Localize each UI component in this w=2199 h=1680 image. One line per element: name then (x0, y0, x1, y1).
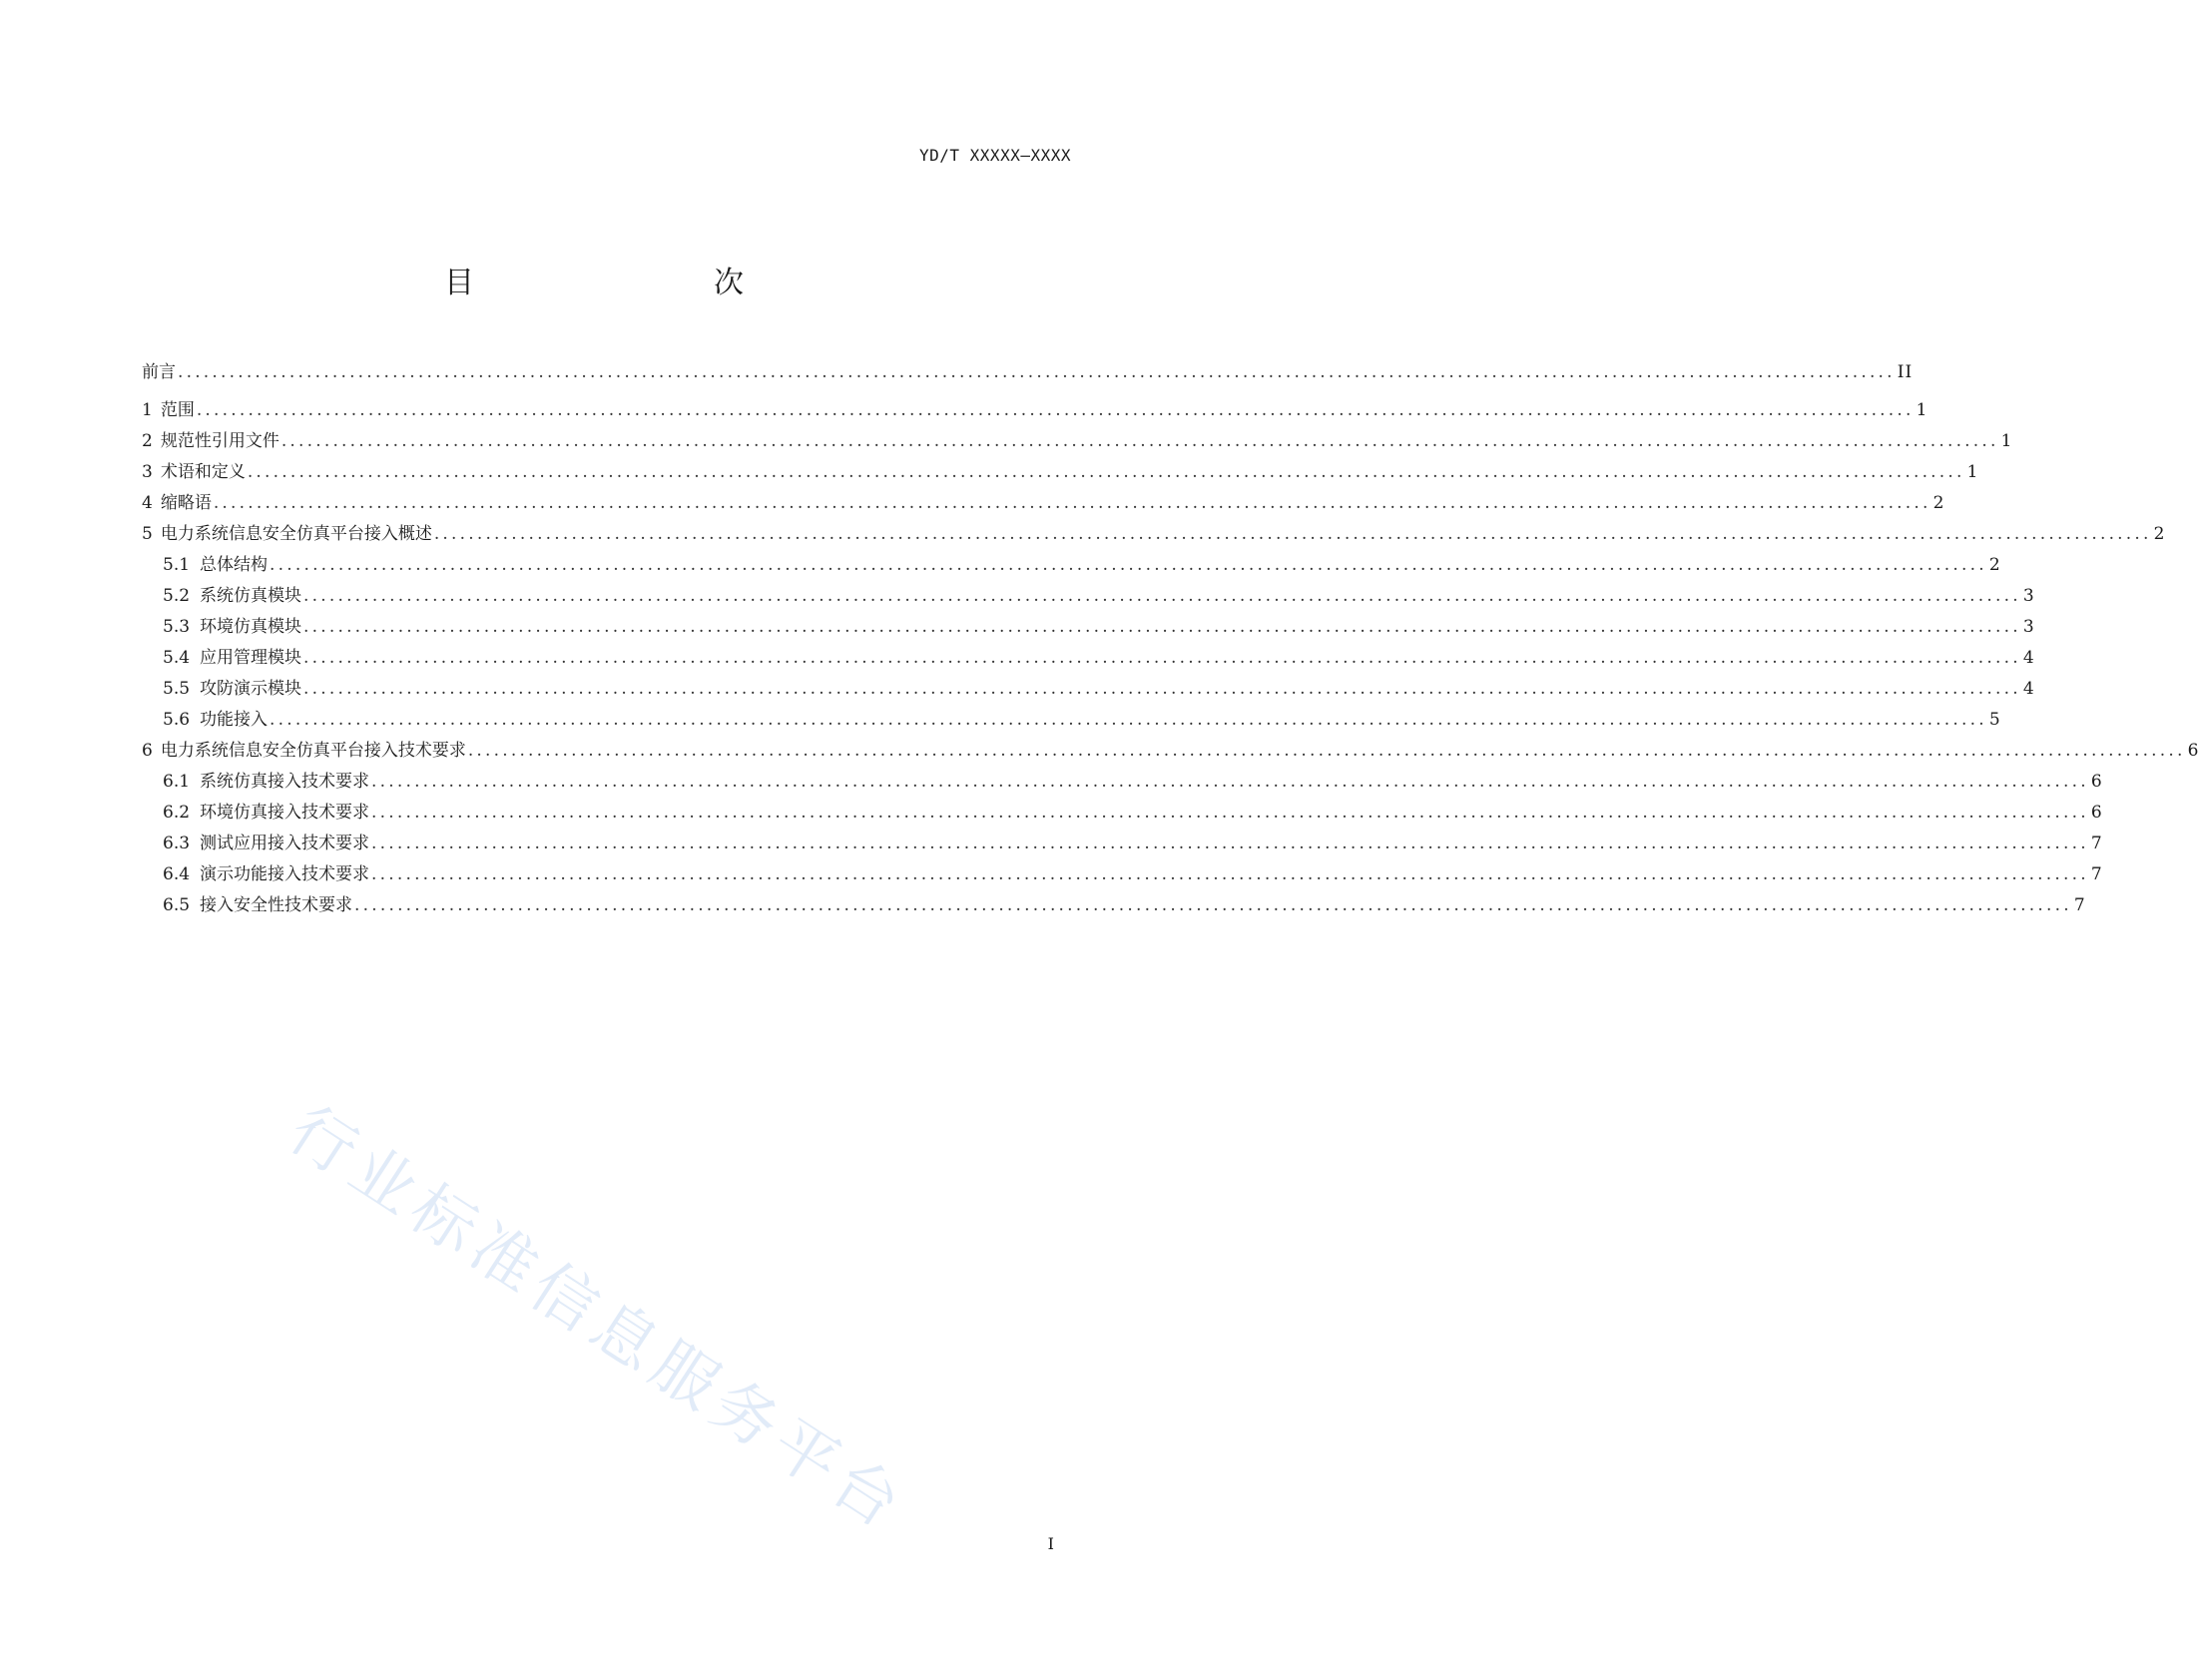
toc-entry-number: 5.5 (163, 679, 191, 699)
toc-entry-label: 范围 (160, 400, 195, 420)
page-title: 目 次 (444, 266, 804, 300)
toc-entry[interactable] (142, 890, 2086, 921)
toc-entry[interactable] (142, 736, 2199, 767)
toc-entry-number: 6.1 (163, 772, 191, 792)
toc-entry-label: 术语和定义 (160, 462, 246, 482)
toc-entry-number: 5.4 (163, 648, 191, 668)
toc-entry-label: 环境仿真模块 (200, 617, 302, 637)
toc-entry-page: 2 (1988, 555, 2001, 575)
toc-entry-page: II (1897, 362, 1914, 382)
toc-leader-dots: ........................................................................................................................................................................................................ (371, 864, 2089, 884)
toc-entry-label: 电力系统信息安全仿真平台接入技术要求 (160, 741, 466, 761)
toc-entry-number: 4 (142, 493, 153, 513)
toc-entry-page: 6 (2187, 741, 2199, 761)
toc-entry-number: 5.6 (163, 710, 191, 730)
toc-entry-page: 2 (1932, 493, 1945, 513)
toc-entry-label: 前言 (142, 362, 176, 382)
toc-entry[interactable] (142, 798, 2103, 829)
toc-entry-page: 7 (2090, 834, 2103, 853)
table-of-contents (142, 357, 2199, 921)
toc-entry-number: 5.3 (163, 617, 191, 637)
toc-entry[interactable] (142, 550, 2001, 581)
toc-entry[interactable] (142, 829, 2103, 859)
toc-leader-dots: ........................................................................................................................................................................................................ (354, 895, 2072, 915)
toc-entry-number: 1 (142, 400, 153, 420)
toc-entry-page: 1 (2000, 431, 2013, 451)
toc-entry[interactable] (142, 426, 2013, 457)
toc-entry-number: 6.3 (163, 834, 191, 853)
toc-entry-label: 系统仿真接入技术要求 (200, 772, 370, 792)
toc-entry-page: 1 (1916, 400, 1928, 420)
toc-entry-number: 6 (142, 741, 153, 761)
toc-leader-dots: ........................................................................................................................................................................................................ (303, 679, 2021, 699)
toc-entry-page: 4 (2022, 648, 2035, 668)
toc-entry-page: 5 (1988, 710, 2001, 730)
toc-entry-number: 6.2 (163, 803, 191, 823)
toc-entry-page: 3 (2022, 617, 2035, 637)
toc-leader-dots: ........................................................................................................................................................................................................ (270, 710, 1987, 730)
watermark: 行业标准信息服务平台 (275, 1093, 919, 1547)
toc-entry[interactable] (142, 357, 1914, 395)
toc-entry[interactable] (142, 581, 2035, 612)
toc-entry-number: 6.4 (163, 864, 191, 884)
toc-entry[interactable] (142, 612, 2035, 643)
toc-entry-page: 1 (1966, 462, 1979, 482)
toc-entry[interactable] (142, 767, 2103, 798)
toc-entry-page: 3 (2022, 586, 2035, 606)
toc-entry-number: 5.1 (163, 555, 191, 575)
toc-entry[interactable] (142, 488, 1945, 519)
toc-entry-label: 规范性引用文件 (160, 431, 279, 451)
toc-leader-dots: ........................................................................................................................................................................................................ (247, 462, 1965, 482)
toc-leader-dots: ........................................................................................................................................................................................................ (270, 555, 1987, 575)
toc-entry[interactable] (142, 705, 2001, 736)
toc-leader-dots: ........................................................................................................................................................................................................ (280, 431, 1999, 451)
toc-entry[interactable] (142, 519, 2166, 550)
toc-entry-label: 接入安全性技术要求 (200, 895, 353, 915)
toc-entry-label: 总体结构 (200, 555, 269, 575)
toc-leader-dots: ........................................................................................................................................................................................................ (178, 362, 1896, 382)
toc-leader-dots: ........................................................................................................................................................................................................ (303, 617, 2021, 637)
toc-leader-dots: ........................................................................................................................................................................................................ (213, 493, 1931, 513)
toc-entry[interactable] (142, 643, 2035, 674)
document-code: YD/T XXXXX—XXXX (919, 146, 1071, 165)
toc-entry-number: 5.2 (163, 586, 191, 606)
toc-entry[interactable] (142, 395, 1928, 426)
page-number: I (1047, 1534, 1054, 1553)
toc-entry-label: 应用管理模块 (200, 648, 302, 668)
toc-entry-label: 电力系统信息安全仿真平台接入概述 (160, 524, 432, 544)
toc-entry[interactable] (142, 859, 2103, 890)
toc-leader-dots: ........................................................................................................................................................................................................ (196, 400, 1915, 420)
toc-entry-page: 6 (2090, 772, 2103, 792)
toc-entry-number: 6.5 (163, 895, 191, 915)
toc-entry-label: 缩略语 (160, 493, 212, 513)
toc-entry-label: 功能接入 (200, 710, 269, 730)
toc-entry-label: 攻防演示模块 (200, 679, 302, 699)
toc-entry-number: 3 (142, 462, 153, 482)
toc-entry-page: 7 (2073, 895, 2086, 915)
toc-leader-dots: ........................................................................................................................................................................................................ (303, 648, 2021, 668)
toc-entry-label: 测试应用接入技术要求 (200, 834, 370, 853)
toc-leader-dots: ........................................................................................................................................................................................................ (371, 803, 2089, 823)
toc-entry-page: 7 (2090, 864, 2103, 884)
toc-entry-page: 6 (2090, 803, 2103, 823)
toc-entry[interactable] (142, 457, 1979, 488)
toc-leader-dots: ........................................................................................................................................................................................................ (303, 586, 2021, 606)
toc-entry-page: 4 (2022, 679, 2035, 699)
toc-leader-dots: ........................................................................................................................................................................................................ (433, 524, 2152, 544)
toc-leader-dots: ........................................................................................................................................................................................................ (371, 834, 2089, 853)
toc-entry[interactable] (142, 674, 2035, 705)
toc-leader-dots: ........................................................................................................................................................................................................ (371, 772, 2089, 792)
toc-entry-number: 2 (142, 431, 153, 451)
toc-entry-number: 5 (142, 524, 153, 544)
toc-leader-dots: ........................................................................................................................................................................................................ (467, 741, 2186, 761)
toc-entry-label: 演示功能接入技术要求 (200, 864, 370, 884)
toc-entry-label: 系统仿真模块 (200, 586, 302, 606)
toc-entry-label: 环境仿真接入技术要求 (200, 803, 370, 823)
toc-entry-page: 2 (2153, 524, 2166, 544)
